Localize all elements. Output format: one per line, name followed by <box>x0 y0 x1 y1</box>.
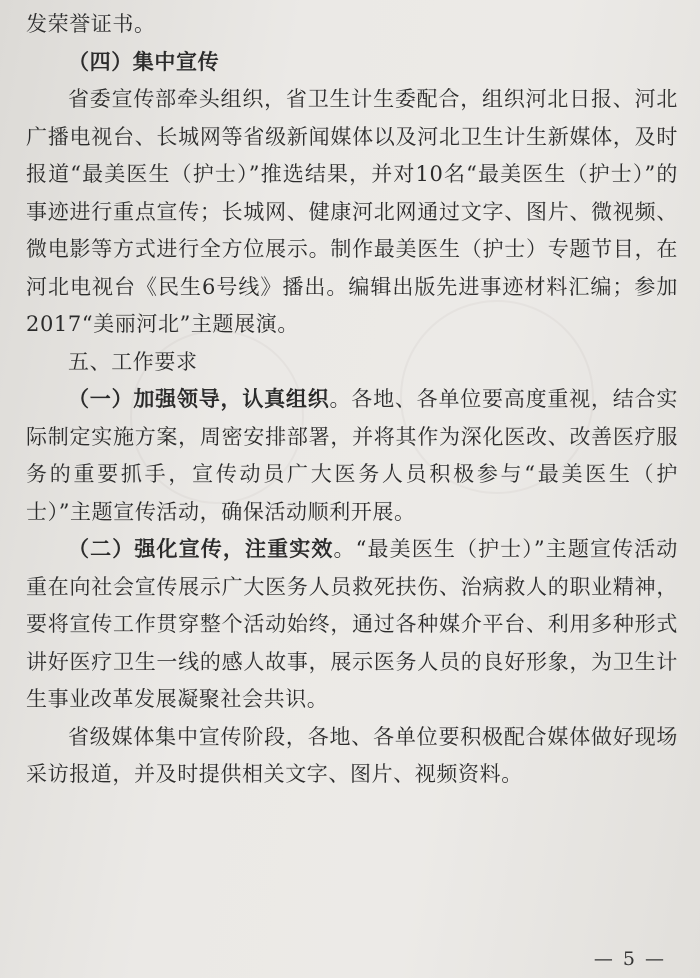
paragraph-provincial-media: 省级媒体集中宣传阶段，各地、各单位要积极配合媒体做好现场采访报道，并及时提供相关文字、图片、视频资料。 <box>26 724 678 786</box>
document-body <box>26 6 678 794</box>
paragraph-leadership-text: 。各地、各单位要高度重视，结合实际制定实施方案，周密安排部署，并将其作为深化医改、改善医疗服务的重要抓手，宣传动员广大医务人员积极参与“最美医生（护士）”主题宣传活动，确保活动顺利开展。 <box>26 387 678 524</box>
heading-concentrated-publicity: （四）集中宣传 <box>68 49 220 74</box>
page-number: — 5 — <box>593 948 666 970</box>
paragraph-leadership <box>26 381 678 531</box>
lead-phrase-leadership: （一）加强领导，认真组织 <box>68 387 330 411</box>
section-heading-work-requirements: 五、工作要求 <box>68 349 198 374</box>
lead-phrase-strengthen-publicity: （二）强化宣传，注重实效 <box>68 537 334 561</box>
paragraph-strengthen-publicity-text: 。“最美医生（护士）”主题宣传活动重在向社会宣传展示广大医务人员救死扶伤、治病救人的职业精神，要将宣传工作贯穿整个活动始终，通过各种媒介平台、利用多种形式讲好医疗卫生一线的感人故事，展示医务人员的良好形象，为卫生计生事业改革发展凝聚社会共识。 <box>26 537 678 711</box>
paragraph-strengthen-publicity <box>26 531 678 719</box>
paragraph-continuation: 发荣誉证书。 <box>26 12 156 36</box>
paragraph-publicity-details: 省委宣传部牵头组织，省卫生计生委配合，组织河北日报、河北广播电视台、长城网等省级新闻媒体以及河北卫生计生新媒体，及时报道“最美医生（护士）”推选结果，并对10名“最美医生（护士）”的事迹进行重点宣传；长城网、健康河北网通过文字、图片、微视频、微电影等方式进行全方位展示。制作最美医生（护士）专题节目，在河北电视台《民生6号线》播出。编辑出版先进事迹材料汇编；参加2017“美丽河北”主题展演。 <box>26 87 678 336</box>
